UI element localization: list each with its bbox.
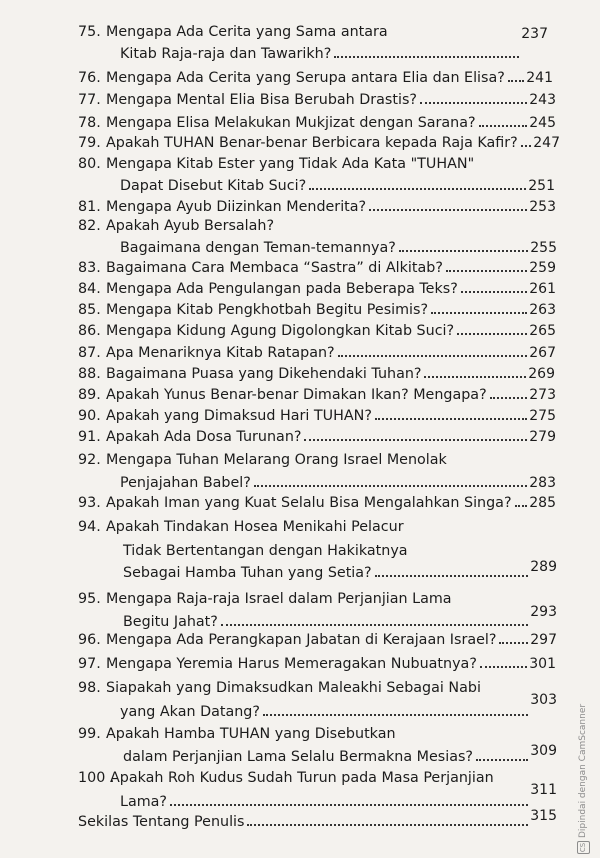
- toc-entry-title: Mengapa Kitab Pengkhotbah Begitu Pesimis?: [106, 302, 429, 318]
- toc-line: [123, 561, 557, 581]
- toc-line: [123, 604, 557, 630]
- dotted-leader: [424, 376, 526, 378]
- toc-entry-number: 81.: [78, 199, 101, 215]
- toc-entry-title: Begitu Jahat?: [123, 614, 218, 630]
- toc-entry-number: 97.: [78, 656, 101, 672]
- dotted-leader: [431, 312, 527, 314]
- toc-line: [123, 745, 557, 765]
- toc-page-number: 301: [529, 656, 556, 672]
- toc-line: [78, 722, 560, 742]
- camscanner-label: Dipindai dengan CamScanner: [578, 703, 588, 838]
- toc-entry-title: Sekilas Tentang Penulis: [78, 814, 245, 830]
- toc-line: [78, 404, 556, 424]
- toc-entry-number: 80.: [78, 156, 101, 172]
- toc-entry-title: Tidak Bertentangan dengan Hakikatnya: [123, 543, 408, 559]
- toc-entry-number: 92.: [78, 452, 101, 468]
- dotted-leader: [479, 125, 528, 127]
- toc-page-number: 263: [529, 302, 556, 318]
- toc-line: [120, 174, 555, 194]
- toc-page-number: 245: [529, 115, 556, 131]
- toc-line: [78, 341, 556, 361]
- toc-entry-number: 86.: [78, 323, 101, 339]
- toc-line: [120, 236, 557, 256]
- dotted-leader: [254, 485, 527, 487]
- toc-line: [120, 692, 557, 720]
- toc-entry-title: Sebagai Hamba Tuhan yang Setia?: [123, 565, 372, 581]
- toc-page-number: 273: [529, 387, 556, 403]
- toc-entry-number: 75.: [78, 24, 101, 40]
- dotted-leader: [375, 418, 527, 420]
- toc-entry-title: Mengapa Ayub Diizinkan Menderita?: [106, 199, 367, 215]
- toc-line: [78, 362, 555, 382]
- toc-page-number: 241: [526, 70, 553, 86]
- toc-line: [78, 298, 556, 318]
- toc-entry-number: 85.: [78, 302, 101, 318]
- toc-line: [78, 383, 556, 403]
- toc-line: [78, 652, 556, 672]
- toc-line: [78, 66, 553, 86]
- toc-line: [120, 471, 556, 491]
- toc-entry-number: 84.: [78, 281, 101, 297]
- dotted-leader: [476, 759, 528, 761]
- toc-entry-number: 83.: [78, 260, 101, 276]
- toc-entry-title: Apakah yang Dimaksud Hari TUHAN?: [106, 408, 372, 424]
- toc-page-number: 285: [529, 495, 556, 511]
- dotted-leader: [461, 291, 527, 293]
- toc-page-number: 255: [530, 240, 557, 256]
- dotted-leader: [221, 624, 528, 626]
- toc-line: [78, 425, 556, 445]
- toc-entry-title: Apakah Ada Dosa Turunan?: [106, 429, 302, 445]
- toc-page-number: 259: [529, 260, 556, 276]
- toc-line: [78, 491, 556, 511]
- toc-entry-title: Apakah Ayub Bersalah?: [106, 218, 275, 234]
- toc-page-number: 237: [521, 26, 548, 42]
- toc-page-number: 315: [530, 808, 557, 824]
- toc-entry-title: Bagaimana Cara Membaca “Sastra” di Alkitab?: [106, 260, 443, 276]
- toc-entry-title: Bagaimana Puasa yang Dikehendaki Tuhan?: [106, 366, 422, 382]
- toc-entry-title: Apakah Iman yang Kuat Selalu Bisa Mengalahkan Singa?: [106, 495, 512, 511]
- dotted-leader: [508, 80, 524, 82]
- toc-line: [78, 628, 557, 648]
- dotted-leader: [490, 397, 528, 399]
- dotted-leader: [304, 439, 527, 441]
- toc-entry-number: 79.: [78, 135, 101, 151]
- toc-entry-title: Mengapa Yeremia Harus Memeragakan Nubuatnya?: [106, 656, 477, 672]
- toc-entry-number: 90.: [78, 408, 101, 424]
- toc-entry-title: dalam Perjanjian Lama Selalu Bermakna Mesias?: [123, 749, 473, 765]
- toc-line: [78, 20, 560, 40]
- toc-entry-title: Mengapa Raja-raja Israel dalam Perjanjian Lama: [106, 591, 452, 607]
- toc-entry-title: Bagaimana dengan Teman-temannya?: [120, 240, 396, 256]
- toc-line: [78, 766, 560, 786]
- toc-entry-title: Mengapa Ada Cerita yang Serupa antara Elia dan Elisa?: [106, 70, 505, 86]
- toc-entry-number: 96.: [78, 632, 101, 648]
- toc-page-number: 309: [530, 743, 557, 759]
- toc-line: [78, 256, 556, 276]
- toc-line: [78, 676, 560, 696]
- dotted-leader: [338, 355, 528, 357]
- toc-line: [78, 448, 560, 468]
- dotted-leader: [247, 824, 528, 826]
- toc-page-number: 283: [529, 475, 556, 491]
- toc-entry-title: Apakah Tindakan Hosea Menikahi Pelacur: [106, 519, 404, 535]
- toc-page-number: 267: [529, 345, 556, 361]
- dotted-leader: [263, 714, 528, 716]
- dotted-leader: [480, 666, 527, 668]
- toc-page-number: 275: [529, 408, 556, 424]
- dotted-leader: [515, 505, 528, 507]
- toc-page-number: 261: [529, 281, 556, 297]
- toc-line: [78, 810, 557, 830]
- toc-entry-title: Mengapa Kitab Ester yang Tidak Ada Kata "TUHAN": [106, 156, 475, 172]
- toc-line: [78, 319, 556, 339]
- toc-entry-title: Siapakah yang Dimaksudkan Maleakhi Sebagai Nabi: [106, 680, 481, 696]
- dotted-leader: [309, 188, 526, 190]
- dotted-leader: [446, 270, 527, 272]
- dotted-leader: [375, 575, 529, 577]
- toc-entry-title: yang Akan Datang?: [120, 704, 260, 720]
- toc-entry-number: 93.: [78, 495, 101, 511]
- toc-line: [78, 587, 560, 607]
- toc-page-number: 303: [530, 692, 557, 708]
- toc-page-number: 293: [530, 604, 557, 620]
- toc-entry-title: Apakah Roh Kudus Sudah Turun pada Masa Perjanjian: [110, 770, 494, 786]
- toc-entry-title: Mengapa Elisa Melakukan Mukjizat dengan Sarana?: [106, 115, 476, 131]
- dotted-leader: [457, 333, 527, 335]
- dotted-leader: [369, 209, 527, 211]
- toc-entry-number: 87.: [78, 345, 101, 361]
- toc-page-number: 253: [529, 199, 556, 215]
- toc-entry-title: Mengapa Kidung Agung Digolongkan Kitab Suci?: [106, 323, 455, 339]
- toc-line: [78, 214, 560, 234]
- toc-entry-number: 82.: [78, 218, 101, 234]
- camscanner-watermark: [572, 648, 592, 858]
- toc-entry-title: Lama?: [120, 794, 168, 810]
- toc-entry-title: Mengapa Mental Elia Bisa Berubah Drastis?: [106, 92, 417, 108]
- dotted-leader: [499, 642, 528, 644]
- toc-entry-number: 76.: [78, 70, 101, 86]
- toc-entry-title: Mengapa Tuhan Melarang Orang Israel Menolak: [106, 452, 447, 468]
- toc-page-number: 289: [530, 559, 557, 575]
- toc-entry-title: Mengapa Ada Pengulangan pada Beberapa Teks?: [106, 281, 458, 297]
- dotted-leader: [334, 56, 519, 58]
- toc-entry-title: Penjajahan Babel?: [120, 475, 251, 491]
- toc-line: [78, 515, 560, 535]
- toc-page-number: 279: [529, 429, 556, 445]
- dotted-leader: [170, 804, 528, 806]
- toc-page-number: 251: [528, 178, 555, 194]
- toc-entry-number: 99.: [78, 726, 101, 742]
- toc-entry-number: 89.: [78, 387, 101, 403]
- toc-entry-number: 98.: [78, 680, 101, 696]
- toc-page-number: 269: [528, 366, 555, 382]
- toc-page-number: 311: [530, 782, 557, 798]
- toc-entry-number: 94.: [78, 519, 101, 535]
- toc-line: [78, 131, 560, 151]
- toc-entry-number: 91.: [78, 429, 101, 445]
- camscanner-icon: CS: [577, 841, 590, 854]
- toc-page-number: 297: [530, 632, 557, 648]
- dotted-leader: [399, 250, 528, 252]
- toc-entry-title: Apakah TUHAN Benar-benar Berbicara kepada Raja Kafir?: [106, 135, 518, 151]
- toc-entry-number: 77.: [78, 92, 101, 108]
- toc-entry-number: 78.: [78, 115, 101, 131]
- toc-entry-title: Apakah Hamba TUHAN yang Disebutkan: [106, 726, 396, 742]
- toc-page-number: 265: [529, 323, 556, 339]
- toc-entry-title: Mengapa Ada Perangkapan Jabatan di Kerajaan Israel?: [106, 632, 497, 648]
- dotted-leader: [521, 145, 531, 147]
- toc-entry-number: 95.: [78, 591, 101, 607]
- toc-entry-title: Apakah Yunus Benar-benar Dimakan Ikan? Mengapa?: [106, 387, 487, 403]
- toc-entry-title: Apa Menariknya Kitab Ratapan?: [106, 345, 335, 361]
- toc-line: [78, 88, 556, 108]
- dotted-leader: [420, 102, 527, 104]
- toc-line: [123, 539, 560, 559]
- toc-entry-title: Kitab Raja-raja dan Tawarikh?: [120, 46, 332, 62]
- toc-line: [120, 782, 557, 810]
- toc-entry-title: Mengapa Ada Cerita yang Sama antara: [106, 24, 388, 40]
- toc-page-number: 243: [529, 92, 556, 108]
- toc-line: [78, 111, 556, 131]
- toc-entry-number: 88.: [78, 366, 101, 382]
- toc-line: [78, 277, 556, 297]
- toc-entry-number: 100 .: [78, 770, 115, 786]
- toc-page-number: 247: [533, 135, 560, 151]
- toc-line: [78, 152, 560, 172]
- toc-line: [78, 195, 556, 215]
- toc-entry-title: Dapat Disebut Kitab Suci?: [120, 178, 307, 194]
